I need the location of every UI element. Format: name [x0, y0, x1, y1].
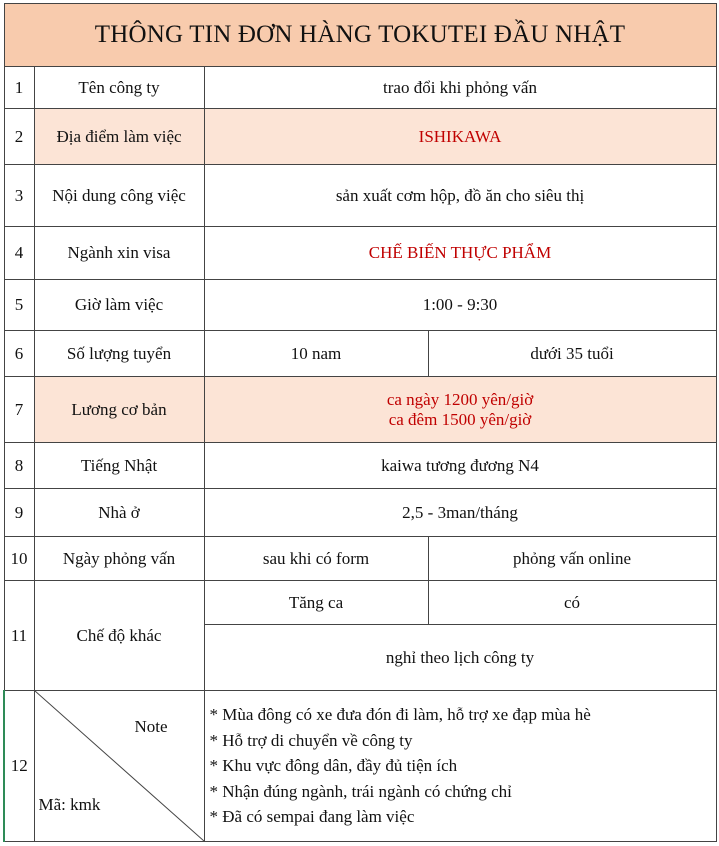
- field-label-company: Tên công ty: [34, 67, 204, 109]
- table-row: [4, 331, 716, 377]
- table-row: [4, 489, 716, 537]
- table-row: [4, 227, 716, 280]
- field-value-japanese: kaiwa tương đương N4: [204, 443, 716, 489]
- field-value-quantity: 10 nam: [204, 331, 428, 377]
- field-label-japanese: Tiếng Nhật: [34, 443, 204, 489]
- table-row: [4, 165, 716, 227]
- row-number: 3: [4, 165, 34, 227]
- field-label-job-content: Nội dung công việc: [34, 165, 204, 227]
- field-label-other-benefits: Chế độ khác: [34, 581, 204, 691]
- list-item: * Đã có sempai đang làm việc: [209, 807, 415, 827]
- field-value-location: ISHIKAWA: [204, 109, 716, 165]
- field-value-overtime: có: [428, 581, 716, 625]
- row-number: 6: [4, 331, 34, 377]
- salary-day-shift: ca ngày 1200 yên/giờ: [386, 389, 534, 409]
- table-row: [4, 443, 716, 489]
- list-item: * Khu vực đông dân, đầy đủ tiện ích: [209, 756, 458, 776]
- field-label-salary: Lương cơ bản: [34, 377, 204, 443]
- row-number: 11: [4, 581, 34, 691]
- row-number: 10: [4, 537, 34, 581]
- field-value-salary: [204, 377, 716, 443]
- field-value-hours: 1:00 - 9:30: [204, 280, 716, 331]
- field-value-age: dưới 35 tuổi: [428, 331, 716, 377]
- row-number: 9: [4, 489, 34, 537]
- row-number: 5: [4, 280, 34, 331]
- field-value-job-content: sản xuất cơm hộp, đồ ăn cho siêu thị: [204, 165, 716, 227]
- field-value-days-off: nghỉ theo lịch công ty: [204, 625, 716, 691]
- field-value-overtime-label: Tăng ca: [204, 581, 428, 625]
- salary-night-shift: ca đêm 1500 yên/giờ: [388, 409, 532, 429]
- table-row: [4, 537, 716, 581]
- order-info-table: [3, 3, 717, 842]
- row-number: 2: [4, 109, 34, 165]
- field-value-interview-mode: phỏng vấn online: [428, 537, 716, 581]
- field-value-company: trao đổi khi phỏng vấn: [204, 67, 716, 109]
- row-number: 8: [4, 443, 34, 489]
- field-value-interview-date: sau khi có form: [204, 537, 428, 581]
- field-label-interview-date: Ngày phỏng vấn: [34, 537, 204, 581]
- code-label: Mã: kmk: [38, 795, 101, 814]
- list-item: * Hỗ trợ di chuyển về công ty: [209, 730, 413, 750]
- list-item: * Mùa đông có xe đưa đón đi làm, hỗ trợ xe đạp mùa hè: [209, 705, 591, 725]
- table-row: [4, 280, 716, 331]
- table-row: [4, 691, 716, 842]
- table-row: [4, 377, 716, 443]
- field-label-hours: Giờ làm việc: [34, 280, 204, 331]
- field-value-housing: 2,5 - 3man/tháng: [204, 489, 716, 537]
- field-label-quantity: Số lượng tuyển: [34, 331, 204, 377]
- row-number: 4: [4, 227, 34, 280]
- row-number: 1: [4, 67, 34, 109]
- table-row: [4, 581, 716, 625]
- diagonal-divider: [35, 691, 204, 841]
- note-header-cell: [34, 691, 204, 842]
- field-label-location: Địa điểm làm việc: [34, 109, 204, 165]
- table-row: [4, 109, 716, 165]
- page-title: THÔNG TIN ĐƠN HÀNG TOKUTEI ĐẦU NHẬT: [4, 4, 716, 67]
- row-number: 7: [4, 377, 34, 443]
- row-number: 12: [4, 691, 34, 842]
- list-item: * Nhận đúng ngành, trái ngành có chứng chỉ: [209, 781, 512, 801]
- field-label-housing: Nhà ở: [34, 489, 204, 537]
- field-value-visa: CHẾ BIẾN THỰC PHẨM: [204, 227, 716, 280]
- table-row: [4, 67, 716, 109]
- notes-list: [204, 691, 716, 842]
- field-label-visa: Ngành xin visa: [34, 227, 204, 280]
- note-label: Note: [134, 717, 168, 736]
